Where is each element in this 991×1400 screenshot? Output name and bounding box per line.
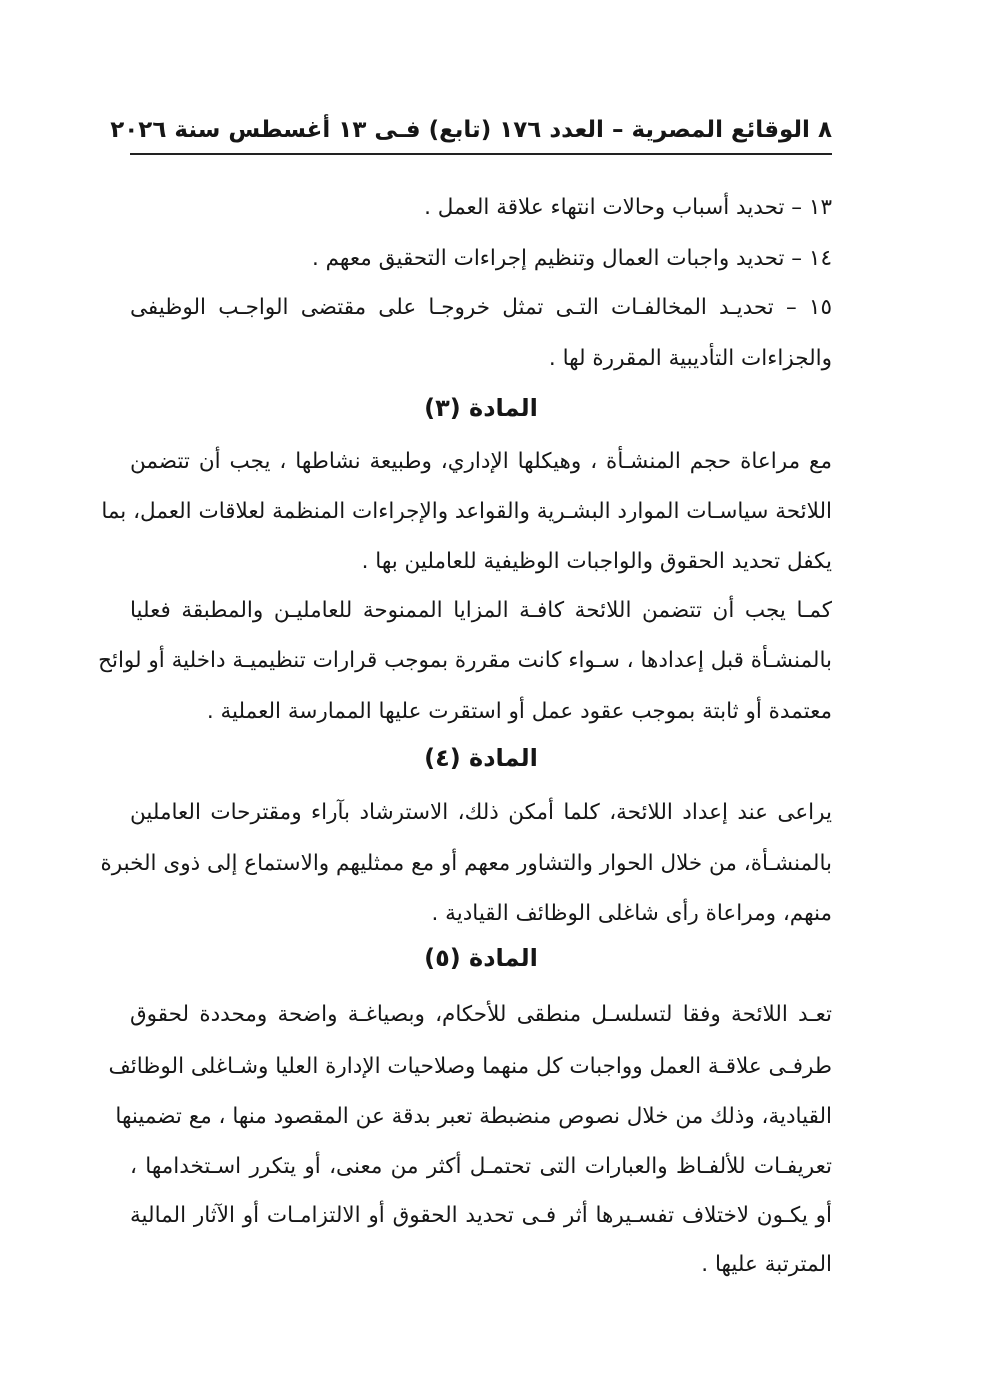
article-4-paragraph: بالمنشـأة، من خلال الحوار والتشاور معهم أو مع ممثليهم والاستماع إلى ذوى الخبرة: [100, 851, 832, 876]
article-5-paragraph: القيادية، وذلك من خلال نصوص منضبطة تعبر بدقة عن المقصود منها ، مع تضمينها: [115, 1104, 832, 1129]
article-4-heading: المادة (٤): [424, 744, 538, 772]
item-13: ١٣ – تحديد أسباب وحالات انتهاء علاقة العمل .: [424, 195, 832, 220]
article-3-paragraph-1: اللائحة سياسـات الموارد البشـرية والقواعد والإجراءات المنظمة لعلاقات العمل، بما: [101, 499, 832, 524]
article-5-heading: المادة (٥): [424, 944, 538, 972]
item-14: ١٤ – تحديد واجبات العمال وتنظيم إجراءات التحقيق معهم .: [311, 246, 832, 271]
item-15-continued: والجزاءات التأديبية المقررة لها .: [548, 346, 832, 371]
item-15: ١٥ – تحديـد المخالفـات التـى تمثل خروجـا على مقتضى الواجـب الوظيفى: [130, 295, 832, 320]
article-3-paragraph-2: معتمدة أو ثابتة بموجب عقود عمل أو استقرت عليها الممارسة العملية .: [206, 699, 832, 724]
article-5-paragraph: تعريفـات للألفـاظ والعبارات التى تحتمـل أكثر من معنى، أو يتكرر اسـتخدامها ،: [130, 1154, 832, 1179]
gazette-page-header: ٨ الوقائع المصرية – العدد ١٧٦ (تابع) فـى ١٣ أغسطس سنة ٢٠٢٦: [110, 117, 832, 143]
article-3-heading: المادة (٣): [424, 394, 538, 422]
article-5-paragraph: المترتبة عليها .: [701, 1252, 832, 1277]
article-5-paragraph: تعـد اللائحة وفقا لتسلسـل منطقى للأحكام، وبصياغـة واضحة ومحددة لحقوق: [130, 1002, 832, 1027]
article-4-paragraph: منهم، ومراعاة رأى شاغلى الوظائف القيادية .: [431, 901, 832, 926]
article-3-paragraph-1: مع مراعاة حجم المنشـأة ، وهيكلها الإداري، وطبيعة نشاطها ، يجب أن تتضمن: [130, 449, 832, 474]
article-5-paragraph: أو يكـون لاختلاف تفسـيرها أثر فـى تحديد الحقوق أو الالتزامـات أو الآثار المالية: [130, 1203, 832, 1228]
article-4-paragraph: يراعى عند إعداد اللائحة، كلما أمكن ذلك، الاسترشاد بآراء ومقترحات العاملين: [130, 800, 832, 825]
article-3-paragraph-2: بالمنشـأة قبل إعدادها ، سـواء كانت مقررة بموجب قرارات تنظيميـة داخلية أو لوائح: [98, 648, 832, 673]
article-5-paragraph: طرفـى علاقـة العمل وواجبات كل منهما وصلاحيات الإدارة العليا وشـاغلى الوظائف: [108, 1054, 832, 1079]
header-divider: [130, 153, 832, 155]
article-3-paragraph-1: يكفل تحديد الحقوق والواجبات الوظيفية للعاملين بها .: [361, 549, 832, 574]
article-3-paragraph-2: كمـا يجب أن تتضمن اللائحة كافـة المزايا الممنوحة للعامليـن والمطبقة فعليا: [130, 598, 832, 623]
